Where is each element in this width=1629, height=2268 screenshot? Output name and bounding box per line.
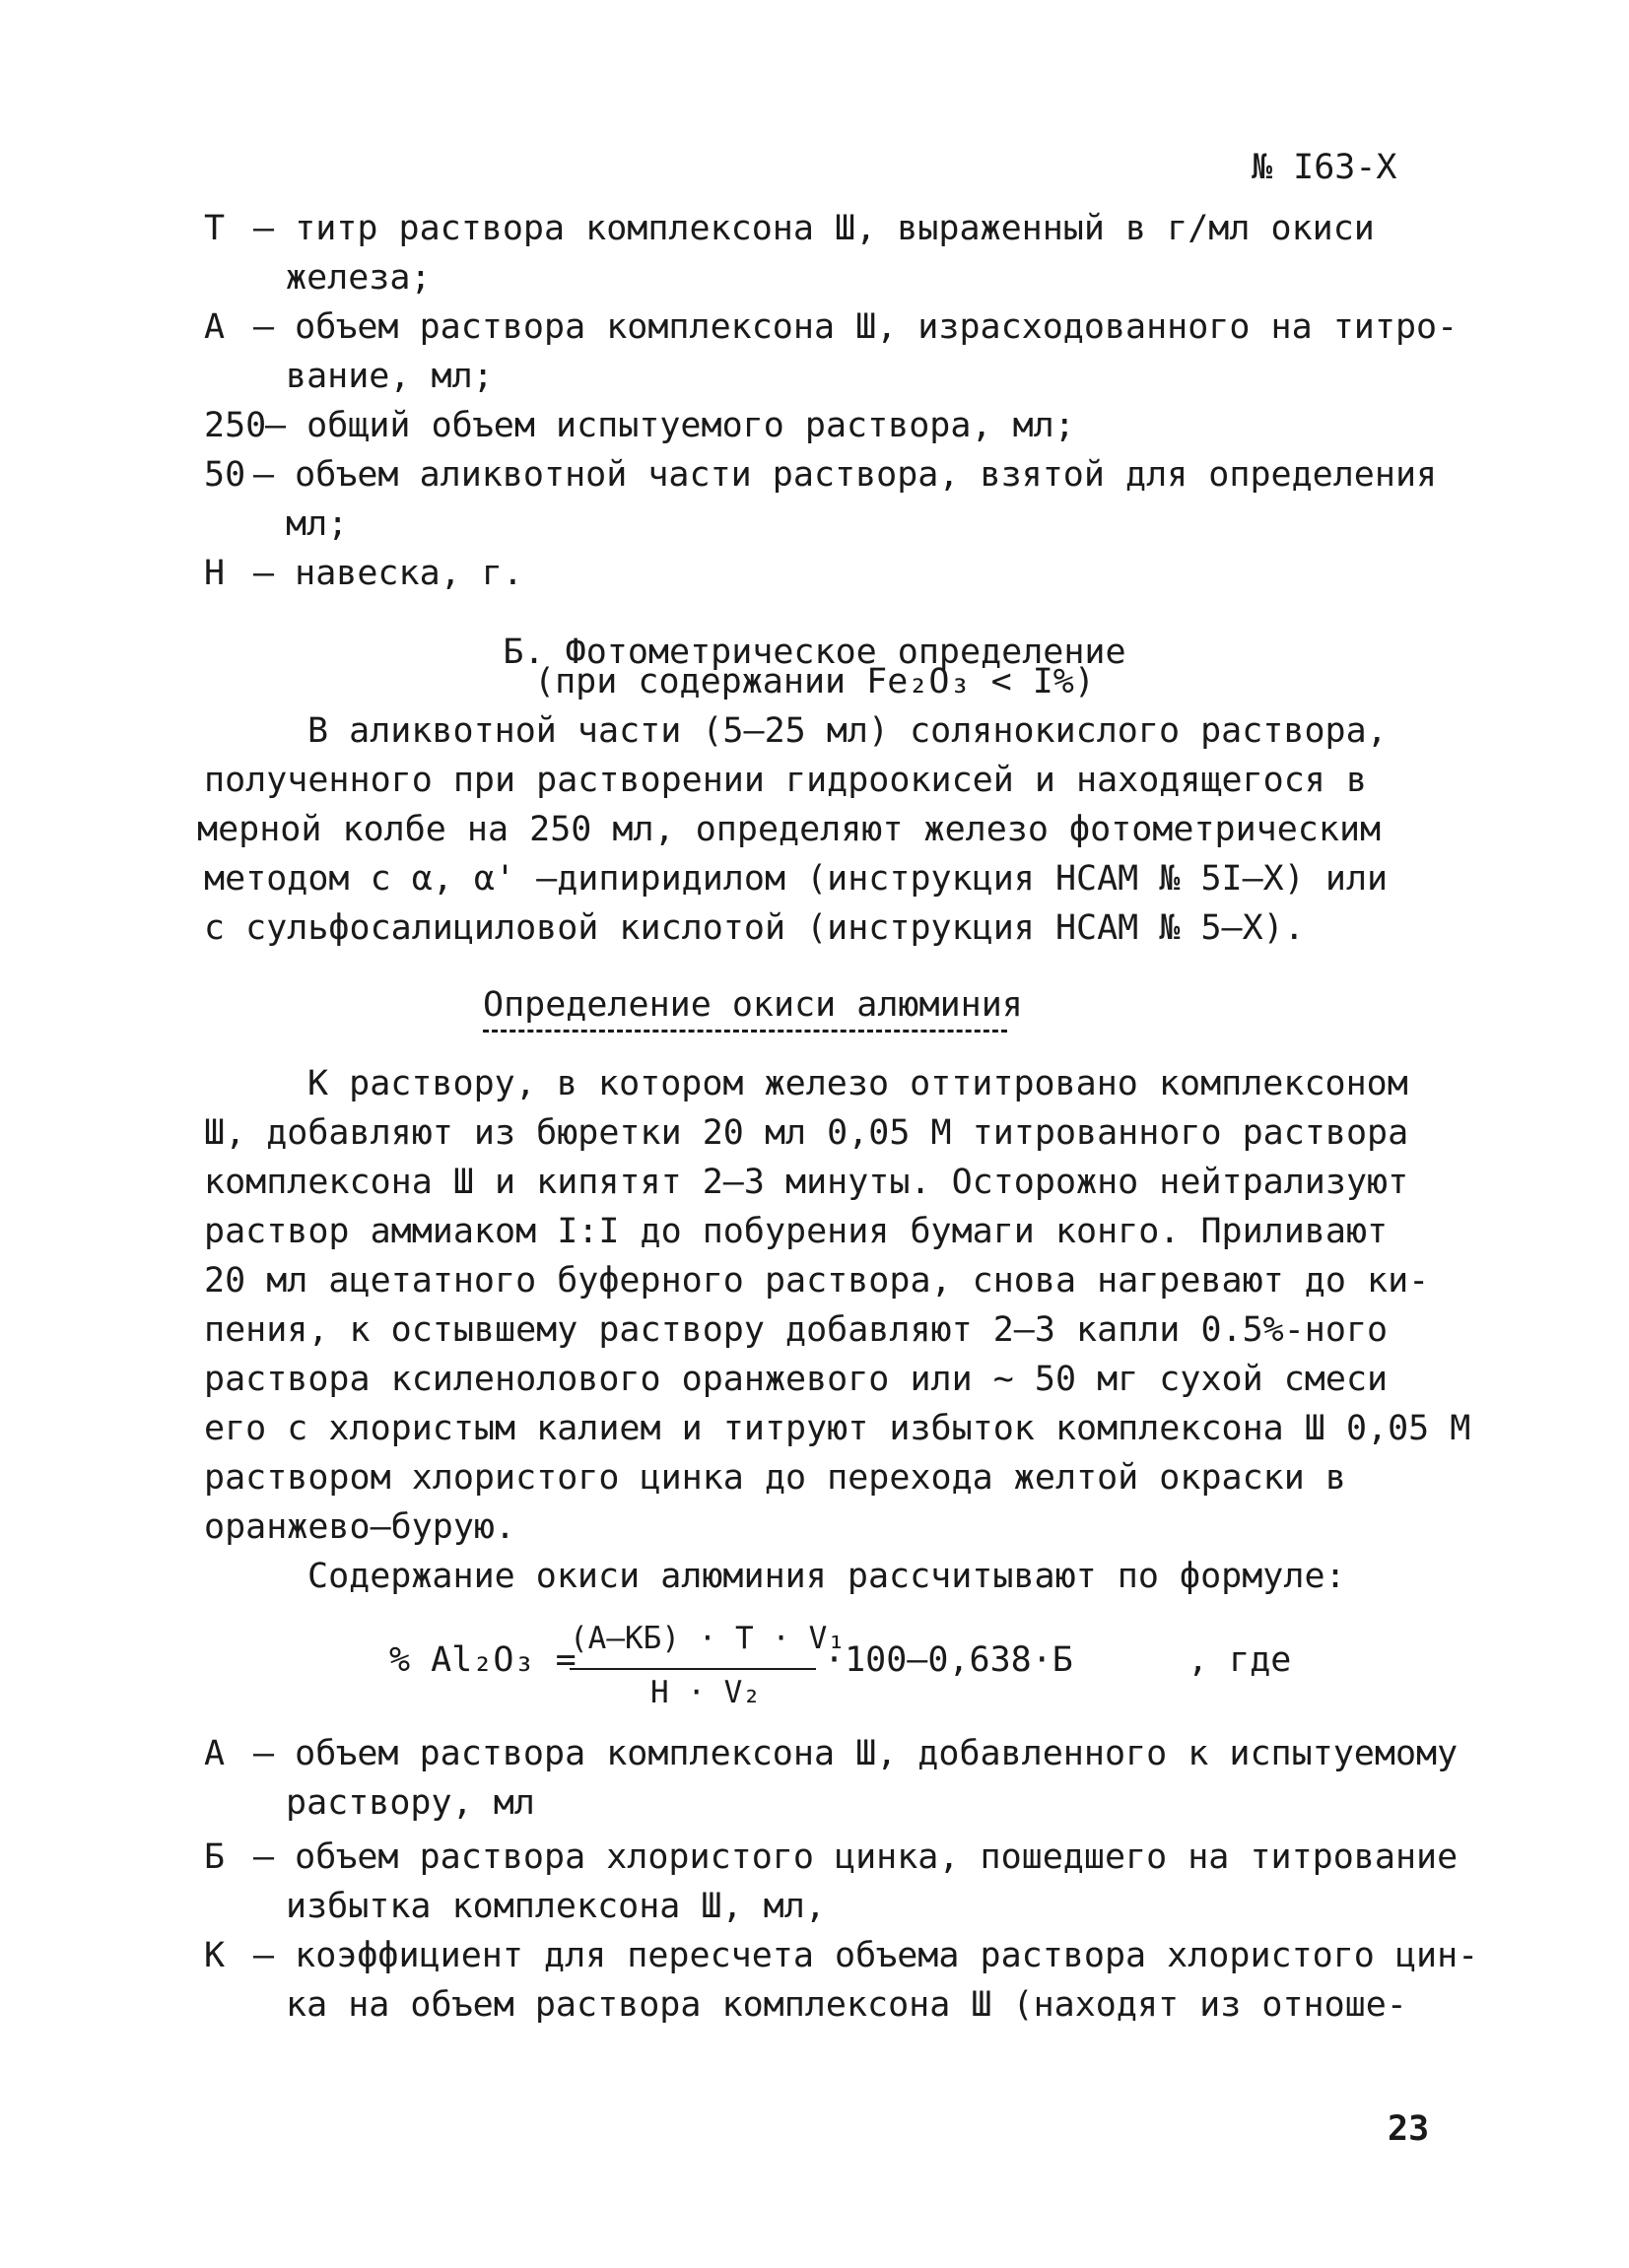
paragraph-line: комплексона Ш и кипятят 2–3 минуты. Осторожно нейтрализуют [204,1163,1409,1202]
paragraph-line: 20 мл ацетатного буферного раствора, снова нагревают до ки- [204,1261,1430,1301]
paragraph-line: раствором хлористого цинка до перехода желтой окраски в [204,1458,1346,1498]
definition-term: 50 [204,455,246,495]
definition-line: – коэффициент для пересчета объема раствора хлористого цин- [253,1936,1479,1975]
paragraph-line: методом с α, α' –дипиридилом (инструкция НСАМ № 5I–X) или [204,859,1389,899]
definition-term: А [204,307,226,347]
paragraph-line: В аликвотной части (5–25 мл) солянокислого раствора, [307,711,1388,751]
definition-item [204,1931,1479,2030]
definition-term: К [204,1936,226,1975]
definition-item [204,401,1436,450]
document-number: № I63-X [1252,148,1397,187]
paragraph-line: оранжево–бурую. [204,1507,516,1547]
paragraph-line: мерной колбе на 250 мл, определяют железо фотометрическим [197,810,1382,849]
paragraph-line: Ш, добавляют из бюретки 20 мл 0,05 М титрованного раствора [204,1113,1409,1153]
definition-term: Б [204,1837,226,1877]
formula-lhs: % Al₂O₃ = [389,1640,577,1680]
definition-line: – навеска, г. [253,554,523,593]
definition-item [204,204,1436,302]
formula-where: , где [1188,1640,1292,1680]
section-al-title: Определение окиси алюминия [483,985,1023,1025]
section-b-subtitle: (при содержании Fe₂O₃ < I%) [534,662,1095,701]
formula-tail: ·100–0,638·Б [824,1640,1073,1680]
definition-term: 250 [204,406,267,445]
paragraph-line: полученного при растворении гидроокисей и находящегося в [204,761,1368,800]
definition-line: – объем аликвотной части раствора, взятой для определения [253,455,1438,495]
definition-line: раствору, мл [286,1783,535,1823]
definition-line: – объем раствора комплексона Ш, израсходованного на титро- [253,307,1459,347]
fraction-bar [570,1668,816,1670]
definition-item [204,549,1436,598]
definition-term: А [204,1734,226,1773]
paragraph-line: с сульфосалициловой кислотой (инструкция НСАМ № 5–X). [204,908,1305,948]
definition-term: Н [204,554,226,593]
definition-item [204,302,1459,401]
paragraph-line: его с хлористым калием и титруют избыток комплексона Ш 0,05 М [204,1409,1471,1448]
definition-line: – титр раствора комплексона Ш, выраженный в г/мл окиси [253,209,1375,248]
definition-line: – объем раствора хлористого цинка, пошедшего на титрование [253,1837,1459,1877]
definition-line: вание, мл; [286,357,494,396]
definition-line: – объем раствора комплексона Ш, добавленного к испытуемому [253,1734,1459,1773]
definition-item [204,450,1436,549]
definition-line: мл; [286,504,349,544]
paragraph-line: раствор аммиаком I:I до побурения бумаги конго. Приливают [204,1212,1389,1251]
definition-line: ка на объем раствора комплексона Ш (находят из отноше- [286,1985,1407,2025]
section-b-title: Б. Фотометрическое определение [503,633,1126,672]
definition-line: – общий объем испытуемого раствора, мл; [265,406,1075,445]
definition-item [204,1729,1459,1828]
formula-denominator: Н · V₂ [650,1675,761,1710]
definition-item [204,1833,1459,1931]
paragraph-line: раствора ксиленолового оранжевого или ~ 50 мг сухой смеси [204,1360,1389,1399]
definition-line: избытка комплексона Ш, мл, [286,1887,826,1926]
paragraph-line: К раствору, в котором железо оттитровано комплексоном [307,1064,1408,1103]
formula-intro: Содержание окиси алюминия рассчитывают по формуле: [307,1557,1346,1596]
definition-line: железа; [286,258,432,298]
paragraph-line: пения, к остывшему раствору добавляют 2–3 капли 0.5%-ного [204,1310,1389,1350]
formula-numerator: (A–KБ) · T · V₁ [570,1621,846,1656]
definition-term: Т [204,209,226,248]
title-underline [483,1030,1007,1033]
page-number: 23 [1388,2109,1430,2149]
